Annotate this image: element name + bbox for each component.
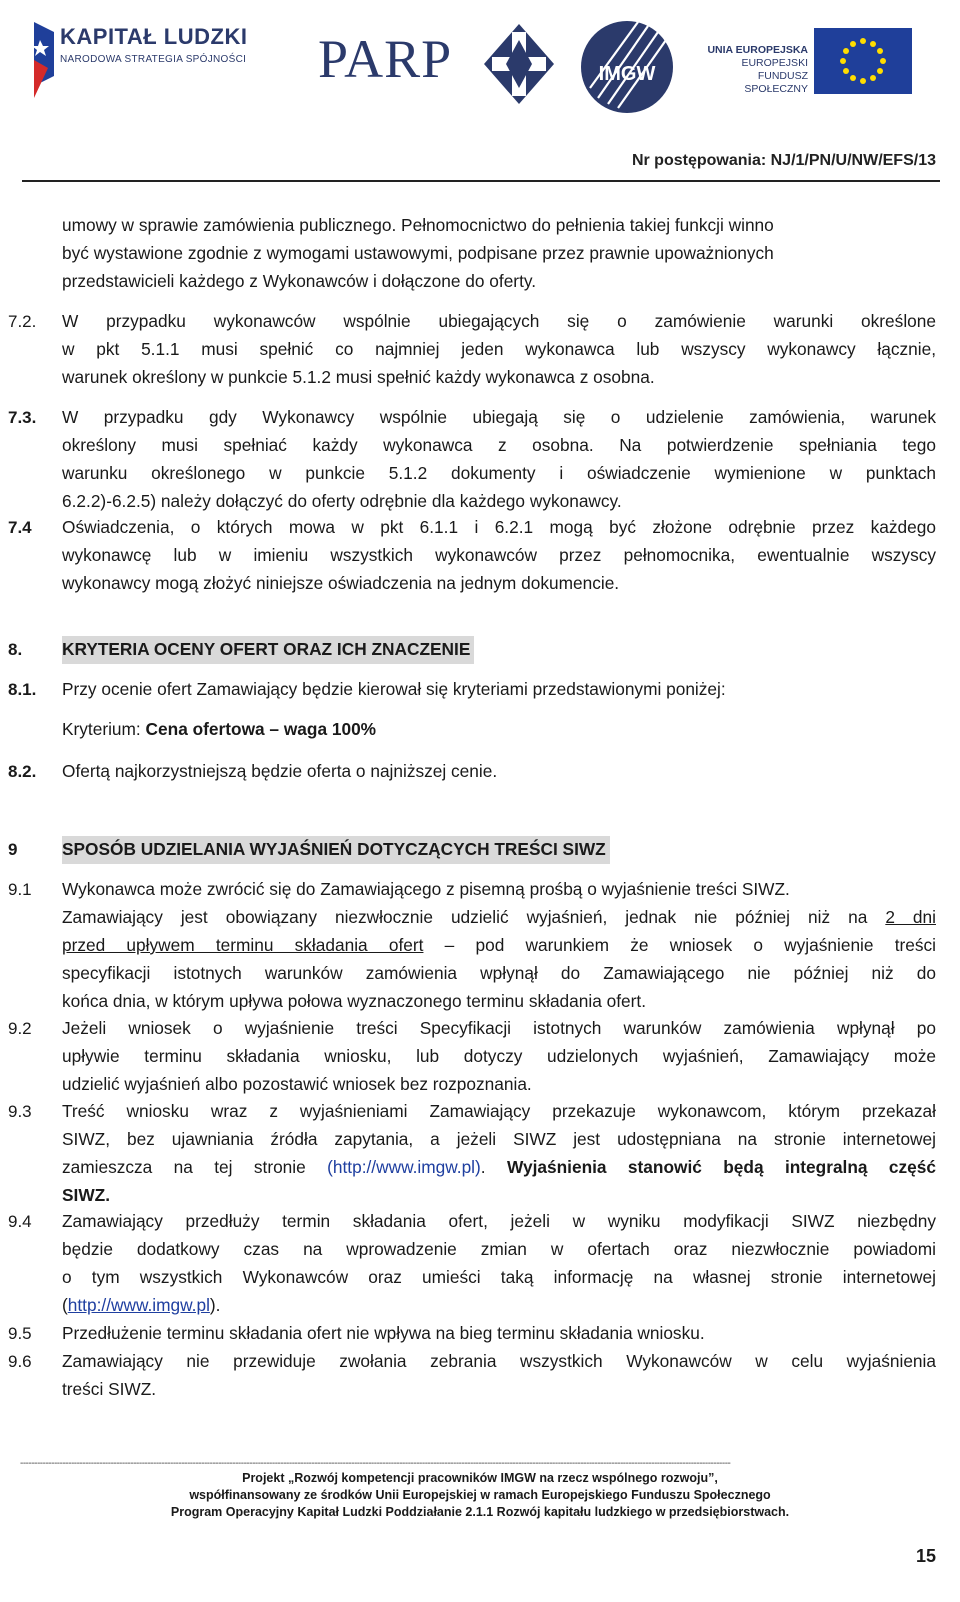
- section-8-title: KRYTERIA OCENY OFERT ORAZ ICH ZNACZENIE: [62, 636, 474, 664]
- section-9-5-number: 9.5: [8, 1324, 32, 1343]
- section-7-2-line-1: W przypadku wykonawców wspólnie ubiegających się o zamówienie warunki określone: [62, 311, 936, 331]
- section-7-4-line-3: wykonawcy mogą złożyć niniejsze oświadczenia na jednym dokumencie.: [62, 573, 620, 593]
- section-9-3-line-1: Treść wniosku wraz z wyjaśnieniami Zamawiający przekazuje wykonawcom, którym przekazał: [62, 1101, 936, 1121]
- imgw-logo-text: IMGW: [598, 63, 656, 85]
- intro-line-2: być wystawione zgodnie z wymogami ustawowymi, podpisane przez prawnie upoważnionych: [62, 243, 774, 263]
- header-divider: [22, 180, 940, 182]
- section-9-6-line-2: treści SIWZ.: [62, 1379, 157, 1399]
- section-9-1-line-1: Wykonawca może zwrócić się do Zamawiającego z pisemną prośbą o wyjaśnienie treści SIWZ.: [62, 879, 790, 899]
- section-9-1-line-4: specyfikacji istotnych warunków zamówienia wpłynął do Zamawiającego nie później niż do: [62, 963, 936, 983]
- section-9-4-line-3: o tym wszystkich Wykonawców oraz umieści taką informację na własnej stronie internetowej: [62, 1267, 936, 1287]
- section-9-6-line-1: Zamawiający nie przewiduje zwołania zebrania wszystkich Wykonawców w celu wyjaśnienia: [62, 1351, 936, 1371]
- section-7-2-line-2: w pkt 5.1.1 musi spełnić co najmniej jeden wykonawca lub wszyscy wykonawcy łącznie,: [62, 339, 936, 359]
- section-9-2-number: 9.2: [8, 1019, 32, 1038]
- section-9-2-line-3: udzielić wyjaśnień albo pozostawić wniosek bez rozpoznania.: [62, 1074, 532, 1094]
- footer-line-1: Projekt „Rozwój kompetencji pracowników IMGW na rzecz wspólnego rozwoju”,: [242, 1471, 718, 1485]
- footer-divider: -----------------------------------------------------------------------------------------------------------------------------------------------------------------------------------------------------------------------------------------------------------: [20, 1458, 731, 1469]
- parp-logo-text: PARP: [318, 29, 453, 89]
- section-8-2-text: Ofertą najkorzystniejszą będzie oferta o najniższej cenie.: [62, 761, 498, 781]
- section-9-4-line-1: Zamawiający przedłuży termin składania ofert, jeżeli w wyniku modyfikacji SIWZ niezbędny: [62, 1211, 936, 1231]
- section-9-1-line-3: [62, 932, 936, 960]
- footer-line-3: Program Operacyjny Kapitał Ludzki Poddziałanie 2.1.1 Rozwój kapitału ludzkiego w przedsiębiorstwach.: [170, 1505, 790, 1519]
- imgw-link-2[interactable]: http://www.imgw.pl: [67, 1295, 210, 1315]
- section-9-4-paren-close: ).: [209, 1295, 221, 1315]
- section-9-title: SPOSÓB UDZIELANIA WYJAŚNIEŃ DOTYCZĄCYCH TREŚCI SIWZ: [62, 836, 610, 864]
- proceeding-number: Nr postępowania: NJ/1/PN/U/NW/EFS/13: [631, 152, 936, 169]
- section-9-3-line-3b: .: [480, 1157, 507, 1177]
- footer-line-2: współfinansowany ze środków Unii Europejskiej w ramach Europejskiego Funduszu Społecznego: [189, 1488, 771, 1502]
- section-7-2-line-3: warunek określony w punkcie 5.1.2 musi spełnić każdy wykonawca z osobna.: [62, 367, 655, 387]
- section-9-3-line-4: SIWZ.: [62, 1185, 110, 1205]
- section-9-1-line-5: końca dnia, w którym upływa połowa wyznaczonego terminu składania ofert.: [62, 991, 647, 1011]
- eu-caption-line1: UNIA EUROPEJSKA: [707, 44, 808, 56]
- page-number: 15: [915, 1546, 936, 1566]
- deadline-days: 2 dni: [885, 907, 936, 927]
- section-9-1-number: 9.1: [8, 880, 32, 899]
- section-8-number: 8.: [8, 640, 23, 659]
- section-9-3-line-2: SIWZ, bez ujawniania źródła zapytania, a jeżeli SIWZ jest udostępniana na stronie internetowej: [62, 1129, 936, 1149]
- section-8-2-number: 8.2.: [8, 762, 37, 781]
- eu-flag-icon: [814, 28, 912, 94]
- eu-caption-line3: FUNDUSZ SPOŁECZNY: [744, 70, 808, 95]
- section-8-1-text: Przy ocenie ofert Zamawiający będzie kierował się kryteriami przedstawionymi poniżej:: [62, 679, 726, 699]
- intro-line-1: umowy w sprawie zamówienia publicznego. Pełnomocnictwo do pełnienia takiej funkcji winno: [62, 215, 774, 235]
- section-7-4-line-2: wykonawcę lub w imieniu wszystkich wykonawców przez pełnomocnika, ewentualnie wszyscy: [62, 545, 936, 565]
- eu-caption: [698, 44, 808, 96]
- imgw-link-1[interactable]: (http://www.imgw.pl): [327, 1157, 481, 1177]
- criterion-line: [62, 716, 376, 744]
- section-7-3-line-4: 6.2.2)-6.2.5) należy dołączyć do oferty odrębnie dla każdego wykonawcy.: [62, 491, 622, 511]
- criterion-label: Kryterium:: [62, 719, 146, 739]
- criterion-value: Cena ofertowa – waga 100%: [145, 719, 377, 739]
- section-9-number: 9: [8, 840, 18, 859]
- section-9-4-number: 9.4: [8, 1212, 32, 1231]
- section-9-5-text: Przedłużenie terminu składania ofert nie wpływa na bieg terminu składania wniosku.: [62, 1323, 705, 1343]
- section-9-1-line-2: [62, 904, 936, 932]
- imgw-logo: [578, 18, 676, 116]
- section-9-1-line-3b: – pod warunkiem że wniosek o wyjaśnienie treści: [444, 935, 936, 955]
- section-9-2-line-1: Jeżeli wniosek o wyjaśnienie treści Specyfikacji istotnych warunków zamówienia wpłynął po: [62, 1018, 936, 1038]
- section-9-3-line-3: [62, 1154, 936, 1182]
- section-9-4-paren-open: (: [62, 1295, 68, 1315]
- section-7-2-number: 7.2.: [8, 312, 37, 331]
- section-9-3-bold: Wyjaśnienia stanowić będą integralną część: [506, 1157, 936, 1177]
- section-9-3-line-3a: zamieszcza na tej stronie: [62, 1157, 328, 1177]
- kapital-ludzki-subtitle: NARODOWA STRATEGIA SPÓJNOŚCI: [60, 54, 247, 65]
- parp-diamond-icon: [482, 22, 556, 106]
- section-9-3-number: 9.3: [8, 1102, 32, 1121]
- section-9-1-line-2a: Zamawiający jest obowiązany niezwłocznie udzielić wyjaśnień, jednak nie później niż na: [62, 907, 868, 927]
- section-7-3-number: 7.3.: [8, 408, 37, 427]
- section-9-6-number: 9.6: [8, 1352, 32, 1371]
- intro-line-3: przedstawicieli każdego z Wykonawców i dołączone do oferty.: [62, 271, 537, 291]
- section-7-4-line-1: Oświadczenia, o których mowa w pkt 6.1.1 i 6.2.1 mogą być złożone odrębnie przez każdego: [62, 517, 936, 537]
- section-9-4-line-4: [62, 1292, 220, 1320]
- section-9-4-line-2: będzie dodatkowy czas na wprowadzenie zmian w ofertach oraz niezwłocznie powiadomi: [62, 1239, 936, 1259]
- eu-caption-line2: EUROPEJSKI: [741, 57, 808, 69]
- kapital-ludzki-emblem: [30, 20, 56, 100]
- section-9-2-line-2: upływie terminu składania wniosku, lub dotyczy udzielonych wyjaśnień, Zamawiający może: [62, 1046, 936, 1066]
- section-7-3-line-3: warunku określonego w punkcie 5.1.2 dokumenty i oświadczenie wymienione w punktach: [62, 463, 936, 483]
- section-8-1-number: 8.1.: [8, 680, 37, 699]
- section-7-3-line-1: W przypadku gdy Wykonawcy wspólnie ubiegają się o udzielenie zamówienia, warunek: [62, 407, 936, 427]
- section-7-4-number: 7.4: [8, 518, 32, 537]
- kapital-ludzki-title: KAPITAŁ LUDZKI: [60, 24, 248, 49]
- deadline-phrase: przed upływem terminu składania ofert: [62, 935, 424, 955]
- section-7-3-line-2: określony musi spełniać każdy wykonawca z osobna. Na potwierdzenie spełniania tego: [62, 435, 936, 455]
